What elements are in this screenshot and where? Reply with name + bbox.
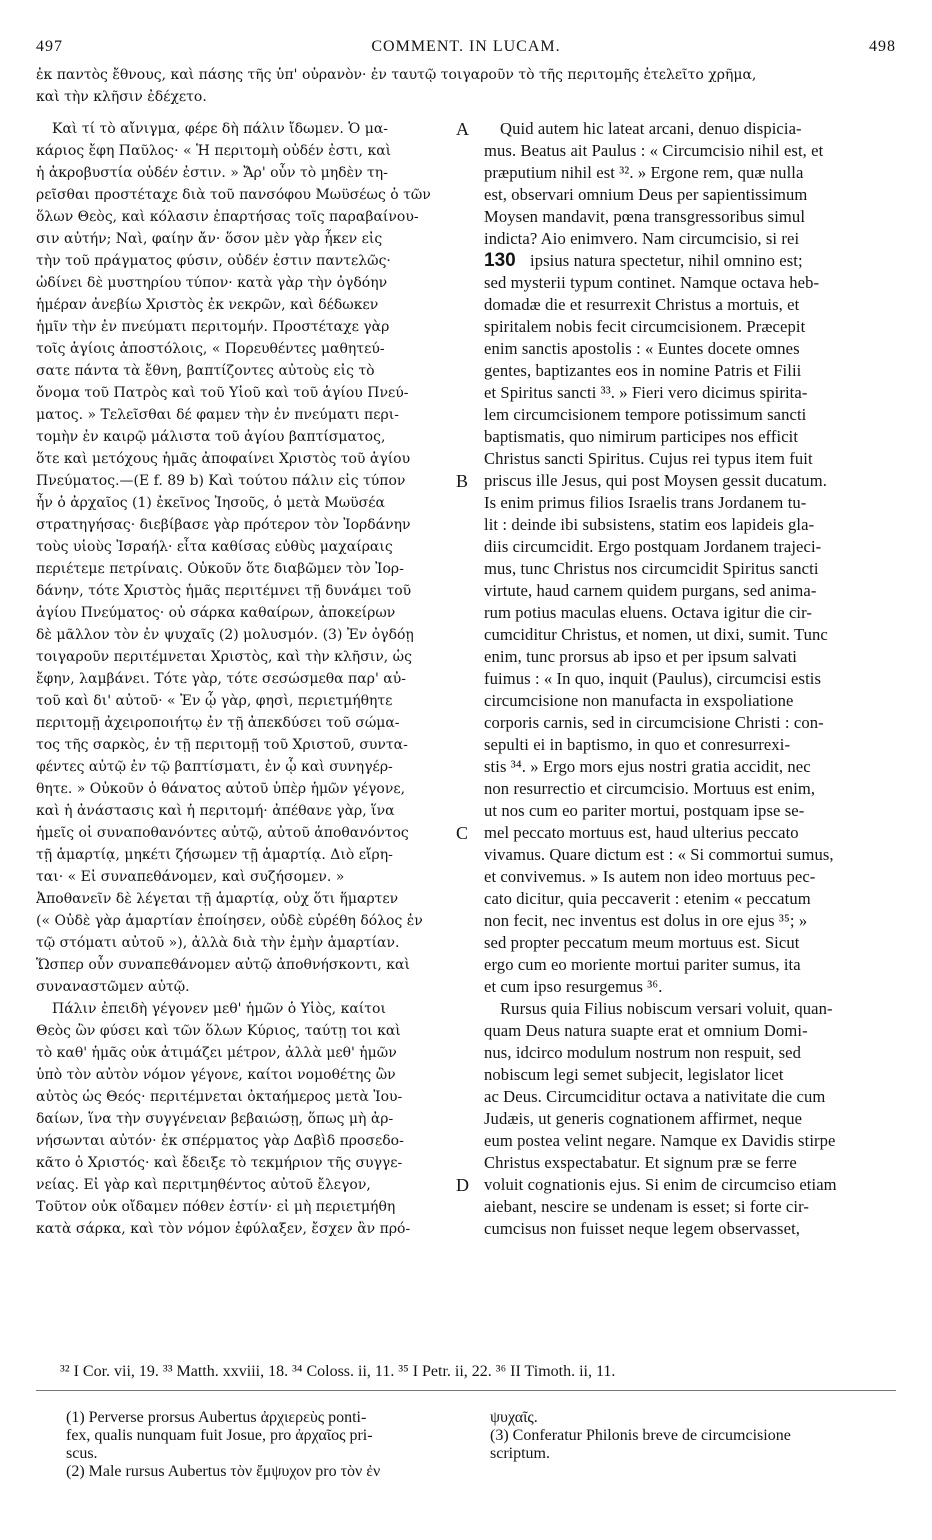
latin-line: præputium nihil est ³². » Ergone rem, quæ nulla: [484, 163, 804, 182]
greek-line: ἦν ὁ ἀρχαῖος (1) ἐκεῖνος Ἰησοῦς, ὁ μετὰ Μωϋσέα: [36, 495, 385, 511]
greek-line: Καὶ τί τὸ αἴνιγμα, φέρε δὴ πάλιν ἴδωμεν. Ὁ μα-: [52, 121, 389, 137]
greek-line: ἡμεῖς οἱ συναποθανόντες αὐτῷ, αὐτοῦ ἀποθανόντος: [36, 825, 409, 841]
greek-line: ρεῖσθαι προστέταχε διὰ τοῦ πανσόφου Μωϋσέως ὁ τῶν: [36, 187, 431, 203]
latin-line: Judæis, ut generis cognationem affirmet, neque: [484, 1109, 803, 1128]
greek-line: νήσωνται αὐτόν· ἐκ σπέρματος γὰρ Δαβὶδ προσεδο-: [36, 1133, 404, 1149]
latin-line: ac Deus. Circumciditur octava a nativitate die cum: [484, 1087, 826, 1106]
greek-line: συναναστῶμεν αὐτῷ.: [36, 979, 190, 995]
greek-line: ἁγίου Πνεύματος· οὐ σάρκα καθαίρων, ἀποκείρων: [36, 605, 396, 621]
page-number-right: 498: [869, 38, 896, 55]
latin-line: vivamus. Quare dictum est : « Si commortui sumus,: [484, 845, 834, 864]
greek-line: Τοῦτον οὐκ οἴδαμεν πόθεν ἐστίν· εἰ μὴ περιετμήθη: [36, 1199, 396, 1215]
greek-line: τὴν τοῦ πράγματος φύσιν, οὐδέν ἐστιν παντελῶς·: [36, 253, 391, 269]
latin-line: cumciditur Christus, et nomen, ut dixi, sumit. Tunc: [484, 625, 828, 644]
greek-line: τῇ ἁμαρτίᾳ, μηκέτι ζήσωμεν τῇ ἁμαρτίᾳ. Διὸ εἴρη-: [36, 847, 393, 863]
footnote-line: (3) Conferatur Philonis breve de circumcisione: [490, 1427, 791, 1444]
latin-line: et Spiritus sancti ³³. » Fieri vero dicimus spirita-: [484, 383, 808, 402]
latin-line: Quid autem hic lateat arcani, denuo dispicia-: [500, 119, 802, 138]
latin-line: non resurrectio et circumcisio. Mortuus est enim,: [484, 779, 816, 798]
latin-line: sed mysterii typum continet. Namque octava heb-: [484, 273, 820, 292]
greek-line: Ἀποθανεῖν δὲ λέγεται τῇ ἁμαρτίᾳ, οὐχ ὅτι ἥμαρτεν: [36, 891, 399, 907]
latin-line: eum postea velint negare. Namque ex Davidis stirpe: [484, 1131, 836, 1150]
top-greek-line: ἐκ παντὸς ἔθνους, καὶ πάσης τῆς ὑπ' οὐρανὸν· ἐν ταυτῷ τοιγαροῦν τὸ τῆς περιτομῆς ἐτελεῖτο χρῆμα,: [36, 67, 757, 83]
greek-line: τοῖς ἁγίοις ἀποστόλοις, « Πορευθέντες μαθητεύ-: [36, 341, 385, 357]
latin-line: circumcisione non manufacta in exspoliatione: [484, 691, 794, 710]
latin-line: sepulti ei in baptismo, in quo et conresurrexi-: [484, 735, 791, 754]
footnote-line: scus.: [66, 1445, 98, 1462]
column-number: 130: [484, 250, 516, 271]
latin-line: ipsius natura spectetur, nihil omnino est;: [530, 251, 803, 270]
greek-line: τοὺς υἱοὺς Ἰσραήλ· εἶτα καθίσας εὐθὺς μαχαίραις: [36, 539, 393, 555]
greek-line: ἡμῖν τὴν ἐν πνεύματι περιτομήν. Προστέταχε γὰρ: [36, 319, 390, 335]
greek-line: ματος. » Τελεῖσθαι δέ φαμεν τὴν ἐν πνεύματι περι-: [36, 407, 399, 423]
latin-line: cumcisus non fuisset neque legem observasset,: [484, 1219, 801, 1238]
greek-line: καὶ ἡ ἀνάστασις καὶ ἡ περιτομή· ἀπέθανε γὰρ, ἵνα: [36, 803, 395, 819]
latin-line: quam Deus natura suapte erat et omnium Domi-: [484, 1021, 808, 1040]
greek-line: Πνεύματος.—(E f. 89 b) Καὶ τούτου πάλιν εἰς τύπον: [36, 473, 406, 489]
latin-line: gentes, baptizantes eos in nomine Patris et Filii: [484, 361, 802, 380]
latin-line: cato dicitur, quia peccaverit : etenim « peccatum: [484, 889, 811, 908]
greek-line: ἡμέραν ἀνεβίω Χριστὸς ἐκ νεκρῶν, καὶ δέδωκεν: [36, 297, 379, 313]
greek-line: περιέτεμε πετρίναις. Οὐκοῦν ὅτε διαβῶμεν τὸν Ἰορ-: [36, 561, 404, 577]
section-mark-b: B: [456, 471, 469, 491]
greek-line: Ὥσπερ οὖν συναπεθάνομεν αὐτῷ ἀποθνήσκοντι, καὶ: [36, 957, 410, 973]
greek-line: τος τῆς σαρκὸς, ἐν τῇ περιτομῇ τοῦ Χριστοῦ, συντα-: [36, 737, 408, 753]
latin-line: mel peccato mortuus est, haud ulterius peccato: [484, 823, 799, 842]
latin-line: Christus exspectabatur. Et signum præ se ferre: [484, 1153, 797, 1172]
latin-line: virtute, haud carnem quidem purgans, sed anima-: [484, 581, 817, 600]
section-mark-a: A: [456, 119, 469, 139]
latin-line: priscus ille Jesus, qui post Moysen gessit ducatum.: [484, 471, 827, 490]
greek-line: ται· « Εἰ συναπεθάνομεν, καὶ συζήσομεν. »: [36, 869, 345, 885]
greek-line: τοῦ καὶ δι' αὐτοῦ· « Ἐν ᾧ γὰρ, φησὶ, περιετμήθητε: [36, 693, 393, 709]
latin-line: voluit cognationis ejus. Si enim de circumciso etiam: [484, 1175, 837, 1194]
latin-line: lit : deinde ibi subsistens, statim eos lapideis gla-: [484, 515, 815, 534]
running-header: [36, 38, 896, 58]
footnote-line: (1) Perverse prorsus Aubertus ἀρχιερεὺς ponti-: [66, 1409, 367, 1426]
latin-line: Is enim primus filios Israelis trans Jordanem tu-: [484, 493, 807, 512]
latin-line: sed propter peccatum meum mortuus est. Sicut: [484, 933, 800, 952]
latin-line: fuimus : « In quo, inquit (Paulus), circumcisi estis: [484, 669, 822, 688]
greek-line: τομὴν ἐν καιρῷ μάλιστα τοῦ ἁγίου βαπτίσματος,: [36, 429, 386, 445]
latin-line: Moysen mandavit, pœna transgressoribus simul: [484, 207, 806, 226]
latin-line: domadæ die et resurrexit Christus a mortuis, et: [484, 295, 800, 314]
latin-line: baptismatis, quo nimirum participes nos efficit: [484, 427, 799, 446]
greek-line: δαίων, ἵνα τὴν συγγένειαν βεβαιώσῃ, ὅπως μὴ ἀρ-: [36, 1111, 394, 1127]
latin-line: Rursus quia Filius nobiscum versari voluit, quan-: [500, 999, 833, 1018]
latin-line: enim sanctis apostolis : « Euntes docete omnes: [484, 339, 800, 358]
top-greek-line: καὶ τὴν κλῆσιν ἐδέχετο.: [36, 89, 207, 105]
running-title: COMMENT. IN LUCAM.: [371, 38, 561, 55]
greek-line: ὅλων Θεὸς, καὶ κόλασιν ἐπαρτήσας τοῖς παραβαίνου-: [36, 209, 419, 225]
latin-line: nus, idcirco modulum nostrum non respuit, sed: [484, 1043, 801, 1062]
greek-line: ὑπὸ τὸν αὐτὸν νόμον γέγονε, καίτοι νομοθέτης ὢν: [36, 1067, 396, 1083]
greek-line: περιτομῇ ἀχειροποιήτῳ ἐν τῇ ἀπεκδύσει τοῦ σώμα-: [36, 715, 400, 731]
latin-line: et convivemus. » Is autem non ideo mortuus pec-: [484, 867, 816, 886]
greek-line: ἡ ἀκροβυστία οὐδέν ἐστιν. » Ἄρ' οὖν τὸ μηδὲν τη-: [36, 165, 388, 181]
greek-line: ὄνομα τοῦ Πατρὸς καὶ τοῦ Υἱοῦ καὶ τοῦ ἁγίου Πνεύ-: [36, 385, 409, 401]
latin-line: Christus sancti Spiritus. Cujus rei typus item fuit: [484, 449, 813, 468]
latin-line: diis circumcidit. Ergo postquam Jordanem trajeci-: [484, 537, 822, 556]
greek-line: τὸ καθ' ἡμᾶς οὐκ ἀτιμάζει μέτρον, ἀλλὰ μεθ' ἡμῶν: [36, 1045, 397, 1061]
latin-line: nobiscum legi semet subjecit, legislator licet: [484, 1065, 784, 1084]
footnote-line: fex, qualis nunquam fuit Josue, pro ἀρχαῖος pri-: [66, 1427, 373, 1444]
latin-line: aiebant, nescire se undenam is esset; si forte cir-: [484, 1197, 809, 1216]
section-mark-d: D: [456, 1175, 469, 1195]
latin-line: indicta? Aio enimvero. Nam circumcisio, si rei: [484, 229, 800, 248]
latin-line: ergo cum eo moriente mortui pariter sumus, ita: [484, 955, 801, 974]
scripture-references: ³² I Cor. vii, 19. ³³ Matth. xxviii, 18. ³⁴ Coloss. ii, 11. ³⁵ I Petr. ii, 22. ³⁶ II Timoth. ii, 11.: [60, 1363, 616, 1380]
greek-line: κᾶτο ὁ Χριστός· καὶ ἔδειξε τὸ τεκμήριον τῆς συγγε-: [36, 1155, 403, 1171]
latin-line: mus. Beatus ait Paulus : « Circumcisio nihil est, et: [484, 141, 824, 160]
greek-line: κατὰ σάρκα, καὶ τὸν νόμον ἐφύλαξεν, ἔσχεν ἂν πρό-: [36, 1221, 411, 1237]
latin-line: lem circumcisionem tempore potissimum sancti: [484, 405, 807, 424]
greek-line: νείας. Εἰ γὰρ καὶ περιτμηθέντος αὐτοῦ ἔλεγον,: [36, 1177, 371, 1193]
greek-line: δὲ μᾶλλον τὸν ἐν ψυχαῖς (2) μολυσμόν. (3) Ἐν ὀγδόῃ: [36, 627, 414, 643]
latin-line: et cum ipso resurgemus ³⁶.: [484, 977, 663, 996]
greek-line: στρατηγήσας· διεβίβασε γὰρ πρότερον τὸν Ἰορδάνην: [36, 517, 411, 533]
greek-line: σιν αὐτήν; Ναὶ, φαίην ἄν· ὅσον μὲν γὰρ ἧκεν εἰς: [36, 231, 383, 247]
greek-line: Θεὸς ὢν φύσει καὶ τῶν ὅλων Κύριος, ταύτῃ τοι καὶ: [36, 1023, 401, 1039]
greek-line: φέντες αὐτῷ ἐν τῷ βαπτίσματι, ἐν ᾧ καὶ συνηγέρ-: [36, 759, 393, 775]
footnote-line: (2) Male rursus Aubertus τὸν ἔμψυχον pro τὸν ἐν: [66, 1463, 381, 1480]
latin-line: est, observari omnium Deus per sapientissimum: [484, 185, 808, 204]
latin-line: non fecit, nec inventus est dolus in ore ejus ³⁵; »: [484, 911, 808, 930]
footnote-line: scriptum.: [490, 1445, 550, 1462]
greek-line: κάριος ἔφη Παῦλος· « Ἡ περιτομὴ οὐδέν ἐστι, καὶ: [36, 143, 392, 159]
greek-line: Πάλιν ἐπειδὴ γέγονεν μεθ' ἡμῶν ὁ Υἱὸς, καίτοι: [52, 1001, 386, 1017]
latin-line: stis ³⁴. » Ergo mors ejus nostri gratia accidit, nec: [484, 757, 811, 776]
greek-line: σατε πάντα τὰ ἔθνη, βαπτίζοντες αὐτοὺς εἰς τὸ: [36, 363, 375, 379]
greek-line: θητε. » Οὐκοῦν ὁ θάνατος αὐτοῦ ὑπὲρ ἡμῶν γέγονε,: [36, 781, 406, 797]
latin-line: corporis carnis, sed in circumcisione Christi : con-: [484, 713, 824, 732]
greek-line: αὐτὸς ὡς Θεός· περιτέμνεται ὀκταήμερος μετὰ Ἰου-: [36, 1089, 403, 1105]
greek-line: ὅτε καὶ μετόχους ἡμᾶς ἀποφαίνει Χριστὸς τοῦ ἁγίου: [36, 451, 411, 467]
greek-line: τῷ στόματι αὐτοῦ »), ἀλλὰ διὰ τὴν ἐμὴν ἁμαρτίαν.: [36, 935, 400, 951]
greek-line: ἔφην, λαμβάνει. Τότε γὰρ, τότε σεσώσμεθα παρ' αὐ-: [36, 671, 406, 687]
latin-line: spiritalem nobis fecit circumcisionem. Præcepit: [484, 317, 806, 336]
section-mark-c: C: [456, 823, 469, 843]
page-number-left: 497: [36, 38, 63, 55]
latin-line: rum potius maculas eluens. Octava igitur die cir-: [484, 603, 813, 622]
greek-line: (« Οὐδὲ γὰρ ἁμαρτίαν ἐποίησεν, οὐδὲ εὑρέθη δόλος ἐν: [36, 913, 423, 929]
latin-line: mus, tunc Christus nos circumcidit Spiritus sancti: [484, 559, 819, 578]
latin-line: ut nos cum eo pariter mortui, postquam ipse se-: [484, 801, 805, 820]
greek-line: ὠδίνει δὲ μυστηρίου τύπον· κατὰ γὰρ τὴν ὀγδόην: [36, 275, 388, 291]
footnote-rule: [36, 1390, 896, 1391]
greek-line: τοιγαροῦν περιτέμνεται Χριστὸς, καὶ τὴν κλῆσιν, ὡς: [36, 649, 412, 665]
greek-line: δάνην, τότε Χριστὸς ἡμᾶς περιτέμνει τῇ δυνάμει τοῦ: [36, 583, 412, 599]
footnote-line: ψυχαῖς.: [490, 1409, 538, 1426]
latin-line: enim, tunc prorsus ab ipso et per ipsum salvati: [484, 647, 798, 666]
